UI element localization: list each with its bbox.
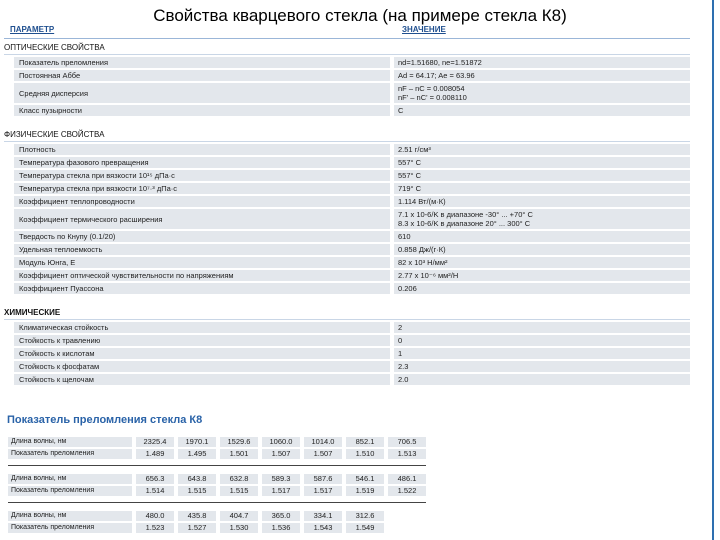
- property-name: Стойкость к кислотам: [14, 348, 390, 359]
- property-name: Удельная теплоемкость: [14, 244, 390, 255]
- param-column-header[interactable]: ПАРАМЕТР: [10, 25, 55, 34]
- wavelength-cell: 643.8: [178, 474, 216, 484]
- wavelength-label: Длина волны, нм: [8, 437, 132, 447]
- property-value: [394, 157, 690, 168]
- index-row: [8, 449, 426, 459]
- property-value: [394, 183, 690, 194]
- property-value-line: 719° C: [398, 184, 422, 193]
- property-value: [394, 209, 690, 229]
- property-value: [394, 257, 690, 268]
- page-right-border: [712, 0, 714, 540]
- index-cell: 1.515: [220, 486, 258, 496]
- wavelength-row: [8, 511, 426, 521]
- property-sections: [4, 41, 690, 385]
- property-name: Температура стекла при вязкости 10⁷·³ дПа·с: [14, 183, 390, 194]
- property-value-line: Ad = 64.17; Ae = 63.96: [398, 71, 475, 80]
- section-title: ФИЗИЧЕСКИЕ СВОЙСТВА: [4, 128, 690, 142]
- property-value: [394, 70, 690, 81]
- property-row: [14, 361, 690, 372]
- index-cell: 1.514: [136, 486, 174, 496]
- table-separator: [8, 502, 426, 503]
- property-value-line: 1: [398, 349, 403, 358]
- section-title: ОПТИЧЕСКИЕ СВОЙСТВА: [4, 41, 690, 55]
- property-value-line: 8.3 x 10-6/K в диапазоне 20° ... 300° C: [398, 219, 531, 228]
- index-cell: 1.495: [178, 449, 216, 459]
- wavelength-cell: 486.1: [388, 474, 426, 484]
- property-value: [394, 83, 690, 103]
- wavelength-cell: 1970.1: [178, 437, 216, 447]
- property-name: Постоянная Аббе: [14, 70, 390, 81]
- wavelength-cell: 435.8: [178, 511, 216, 521]
- refraction-title: Показатель преломления стекла К8: [7, 414, 203, 426]
- property-value-line: 82 x 10³ Н/мм²: [398, 258, 448, 267]
- value-column-header[interactable]: ЗНАЧЕНИЕ: [402, 25, 446, 34]
- wavelength-row: [8, 437, 426, 447]
- property-row: [14, 257, 690, 268]
- property-value-line: 1.114 Вт/(м·К): [398, 197, 446, 206]
- property-value-line: 2.77 x 10⁻⁶ мм²/Н: [398, 271, 459, 280]
- index-cell: 1.536: [262, 523, 300, 533]
- wavelength-cell: 632.8: [220, 474, 258, 484]
- property-value-line: 0.206: [398, 284, 417, 293]
- wavelength-cell: 656.3: [136, 474, 174, 484]
- wavelength-cell: 1014.0: [304, 437, 342, 447]
- index-cell: 1.510: [346, 449, 384, 459]
- property-name: Стойкость к щелочам: [14, 374, 390, 385]
- index-label: Показатель преломления: [8, 523, 132, 533]
- index-cell: 1.530: [220, 523, 258, 533]
- property-name: Коэффициент оптической чувствительности по напряжениям: [14, 270, 390, 281]
- property-value-line: nF – nC = 0.008054: [398, 84, 465, 93]
- property-row: [14, 105, 690, 116]
- property-value: [394, 322, 690, 333]
- property-name: Климатическая стойкость: [14, 322, 390, 333]
- property-value: [394, 244, 690, 255]
- index-cell: 1.517: [262, 486, 300, 496]
- property-name: Коэффициент термического расширения: [14, 209, 390, 229]
- empty-cell: [388, 523, 426, 533]
- property-value-line: 2.3: [398, 362, 409, 371]
- wavelength-cell: 706.5: [388, 437, 426, 447]
- property-value-line: 0: [398, 336, 403, 345]
- properties-document: [4, 22, 690, 385]
- wavelength-cell: 587.6: [304, 474, 342, 484]
- property-name: Стойкость к фосфатам: [14, 361, 390, 372]
- property-value-line: 2.0: [398, 375, 409, 384]
- property-value: [394, 57, 690, 68]
- index-label: Показатель преломления: [8, 486, 132, 496]
- index-cell: 1.517: [304, 486, 342, 496]
- index-cell: 1.507: [262, 449, 300, 459]
- index-cell: 1.515: [178, 486, 216, 496]
- property-name: Коэффициент Пуассона: [14, 283, 390, 294]
- property-value-line: 557° C: [398, 158, 422, 167]
- property-value: [394, 231, 690, 242]
- section-gap: [4, 116, 690, 126]
- property-name: Показатель преломления: [14, 57, 390, 68]
- wavelength-label: Длина волны, нм: [8, 474, 132, 484]
- property-row: [14, 196, 690, 207]
- wavelength-cell: 1060.0: [262, 437, 300, 447]
- wavelength-cell: 480.0: [136, 511, 174, 521]
- property-value-line: nF' – nC' = 0.008110: [398, 93, 467, 102]
- index-cell: 1.543: [304, 523, 342, 533]
- wavelength-cell: 589.3: [262, 474, 300, 484]
- property-name: Коэффициент теплопроводности: [14, 196, 390, 207]
- index-cell: 1.489: [136, 449, 174, 459]
- property-value-line: 0.858 Дж/(г·К): [398, 245, 446, 254]
- property-value-line: C: [398, 106, 404, 115]
- property-row: [14, 57, 690, 68]
- property-value-line: 557° C: [398, 171, 422, 180]
- wavelength-label: Длина волны, нм: [8, 511, 132, 521]
- refraction-table: [8, 474, 426, 498]
- property-value: [394, 196, 690, 207]
- property-row: [14, 244, 690, 255]
- property-value: [394, 170, 690, 181]
- wavelength-row: [8, 474, 426, 484]
- property-value-line: 2: [398, 323, 403, 332]
- property-value-line: 2.51 г/см³: [398, 145, 431, 154]
- index-cell: 1.519: [346, 486, 384, 496]
- section-gap: [4, 294, 690, 304]
- property-row: [14, 231, 690, 242]
- index-row: [8, 523, 426, 533]
- wavelength-cell: 312.6: [346, 511, 384, 521]
- column-header-row: [4, 22, 690, 39]
- index-row: [8, 486, 426, 496]
- property-name: Стойкость к травлению: [14, 335, 390, 346]
- index-cell: 1.513: [388, 449, 426, 459]
- property-name: Класс пузырности: [14, 105, 390, 116]
- wavelength-cell: 546.1: [346, 474, 384, 484]
- empty-cell: [388, 511, 426, 521]
- index-cell: 1.549: [346, 523, 384, 533]
- index-cell: 1.527: [178, 523, 216, 533]
- property-row: [14, 348, 690, 359]
- property-value: [394, 270, 690, 281]
- property-value: [394, 105, 690, 116]
- wavelength-cell: 334.1: [304, 511, 342, 521]
- index-cell: 1.507: [304, 449, 342, 459]
- property-row: [14, 270, 690, 281]
- wavelength-cell: 1529.6: [220, 437, 258, 447]
- property-value: [394, 335, 690, 346]
- property-name: Модуль Юнга, E: [14, 257, 390, 268]
- wavelength-cell: 852.1: [346, 437, 384, 447]
- property-row: [14, 374, 690, 385]
- table-separator: [8, 465, 426, 466]
- property-row: [14, 183, 690, 194]
- index-cell: 1.501: [220, 449, 258, 459]
- slide-title: Свойства кварцевого стекла (на примере стекла К8): [153, 6, 567, 25]
- property-value: [394, 144, 690, 155]
- property-row: [14, 209, 690, 229]
- property-row: [14, 322, 690, 333]
- property-row: [14, 70, 690, 81]
- index-label: Показатель преломления: [8, 449, 132, 459]
- property-name: Средняя дисперсия: [14, 83, 390, 103]
- property-value-line: nd=1.51680, ne=1.51872: [398, 58, 482, 67]
- wavelength-cell: 2325.4: [136, 437, 174, 447]
- property-value-line: 610: [398, 232, 411, 241]
- property-row: [14, 83, 690, 103]
- property-row: [14, 170, 690, 181]
- property-name: Температура фазового превращения: [14, 157, 390, 168]
- property-value: [394, 348, 690, 359]
- property-name: Твердость по Кнупу (0.1/20): [14, 231, 390, 242]
- property-value: [394, 283, 690, 294]
- property-row: [14, 144, 690, 155]
- property-row: [14, 157, 690, 168]
- wavelength-cell: 404.7: [220, 511, 258, 521]
- property-row: [14, 283, 690, 294]
- property-row: [14, 335, 690, 346]
- property-value: [394, 374, 690, 385]
- wavelength-cell: 365.0: [262, 511, 300, 521]
- refraction-table: [8, 511, 426, 535]
- index-cell: 1.522: [388, 486, 426, 496]
- refraction-table: [8, 437, 426, 461]
- property-name: Температура стекла при вязкости 10¹⁵ дПа·с: [14, 170, 390, 181]
- property-value: [394, 361, 690, 372]
- property-value-line: 7.1 x 10-6/K в диапазоне -30° ... +70° C: [398, 210, 533, 219]
- section-title: ХИМИЧЕСКИЕ: [4, 306, 690, 320]
- property-name: Плотность: [14, 144, 390, 155]
- index-cell: 1.523: [136, 523, 174, 533]
